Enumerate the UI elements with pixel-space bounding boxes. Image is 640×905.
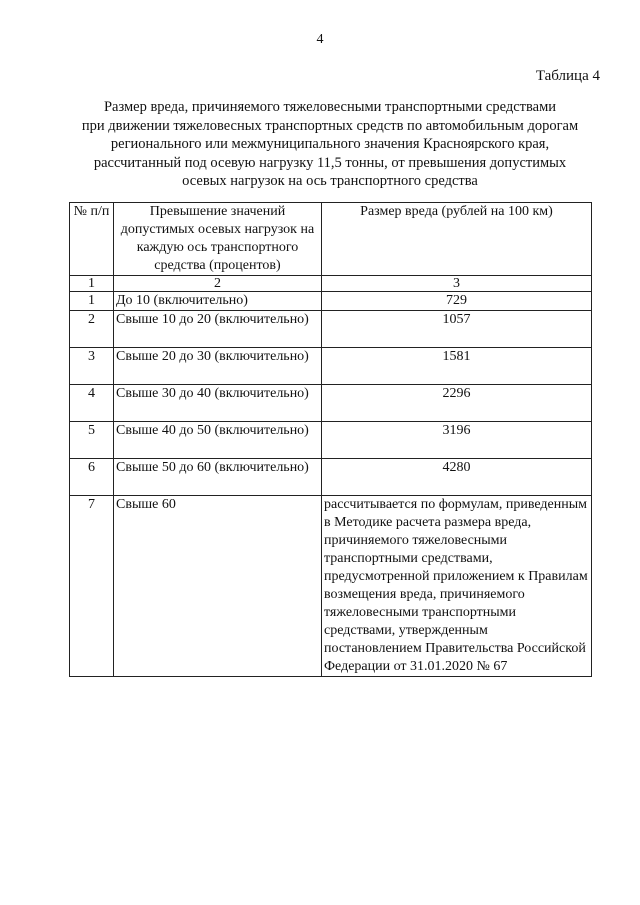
column-number: 1: [70, 276, 114, 292]
title-line: осевых нагрузок на ось транспортного средства: [182, 173, 478, 189]
row-num: 6: [70, 459, 114, 496]
row-damage: 4280: [322, 459, 592, 496]
row-num: 1: [70, 292, 114, 311]
header-damage: Размер вреда (рублей на 100 км): [322, 203, 592, 276]
title-line: рассчитанный под осевую нагрузку 11,5 тонны, от превышения допустимых: [93, 154, 567, 171]
title-line: регионального или межмуниципального значения Красноярского края,: [110, 136, 550, 152]
row-excess: Свыше 60: [114, 496, 322, 677]
document-title: [60, 98, 600, 191]
row-num: 3: [70, 348, 114, 385]
row-excess: Свыше 10 до 20 (включительно): [114, 311, 322, 348]
row-damage-formula-note: рассчитывается по формулам, приведенным в Методике расчета размера вреда, причиняемого тяжеловесными транспортными средствами, предусмотренной приложением к Правилам возмещения вреда, причиняемого тяжеловесными транспортными средствами, утвержденным постановлением Правительства Российской Федерации от 31.01.2020 № 67: [322, 496, 592, 677]
row-excess: Свыше 30 до 40 (включительно): [114, 385, 322, 422]
table-row: [70, 459, 592, 496]
column-number-row: [70, 276, 592, 292]
row-damage: 3196: [322, 422, 592, 459]
table-row: [70, 422, 592, 459]
row-num: 2: [70, 311, 114, 348]
damage-table: [69, 202, 592, 677]
row-num: 5: [70, 422, 114, 459]
row-excess: Свыше 40 до 50 (включительно): [114, 422, 322, 459]
table-row: [70, 348, 592, 385]
row-num: 7: [70, 496, 114, 677]
table-row: [70, 292, 592, 311]
table-row: [70, 385, 592, 422]
row-damage: 1057: [322, 311, 592, 348]
row-damage: 729: [322, 292, 592, 311]
header-excess: Превышение значений допустимых осевых нагрузок на каждую ось транспортного средства (процентов): [114, 203, 322, 276]
column-number: 3: [322, 276, 592, 292]
table-label: Таблица 4: [535, 68, 600, 84]
header-num: № п/п: [70, 203, 114, 276]
table-row: [70, 311, 592, 348]
title-line: при движении тяжеловесных транспортных средств по автомобильным дорогам: [81, 117, 579, 134]
row-excess: До 10 (включительно): [114, 292, 322, 311]
row-excess: Свыше 20 до 30 (включительно): [114, 348, 322, 385]
table-header-row: [70, 203, 592, 276]
row-num: 4: [70, 385, 114, 422]
table-row: [70, 496, 592, 677]
row-damage: 2296: [322, 385, 592, 422]
page-number: 4: [316, 32, 324, 47]
row-excess: Свыше 50 до 60 (включительно): [114, 459, 322, 496]
row-damage: 1581: [322, 348, 592, 385]
title-line: Размер вреда, причиняемого тяжеловесными транспортными средствами: [103, 99, 557, 115]
column-number: 2: [114, 276, 322, 292]
